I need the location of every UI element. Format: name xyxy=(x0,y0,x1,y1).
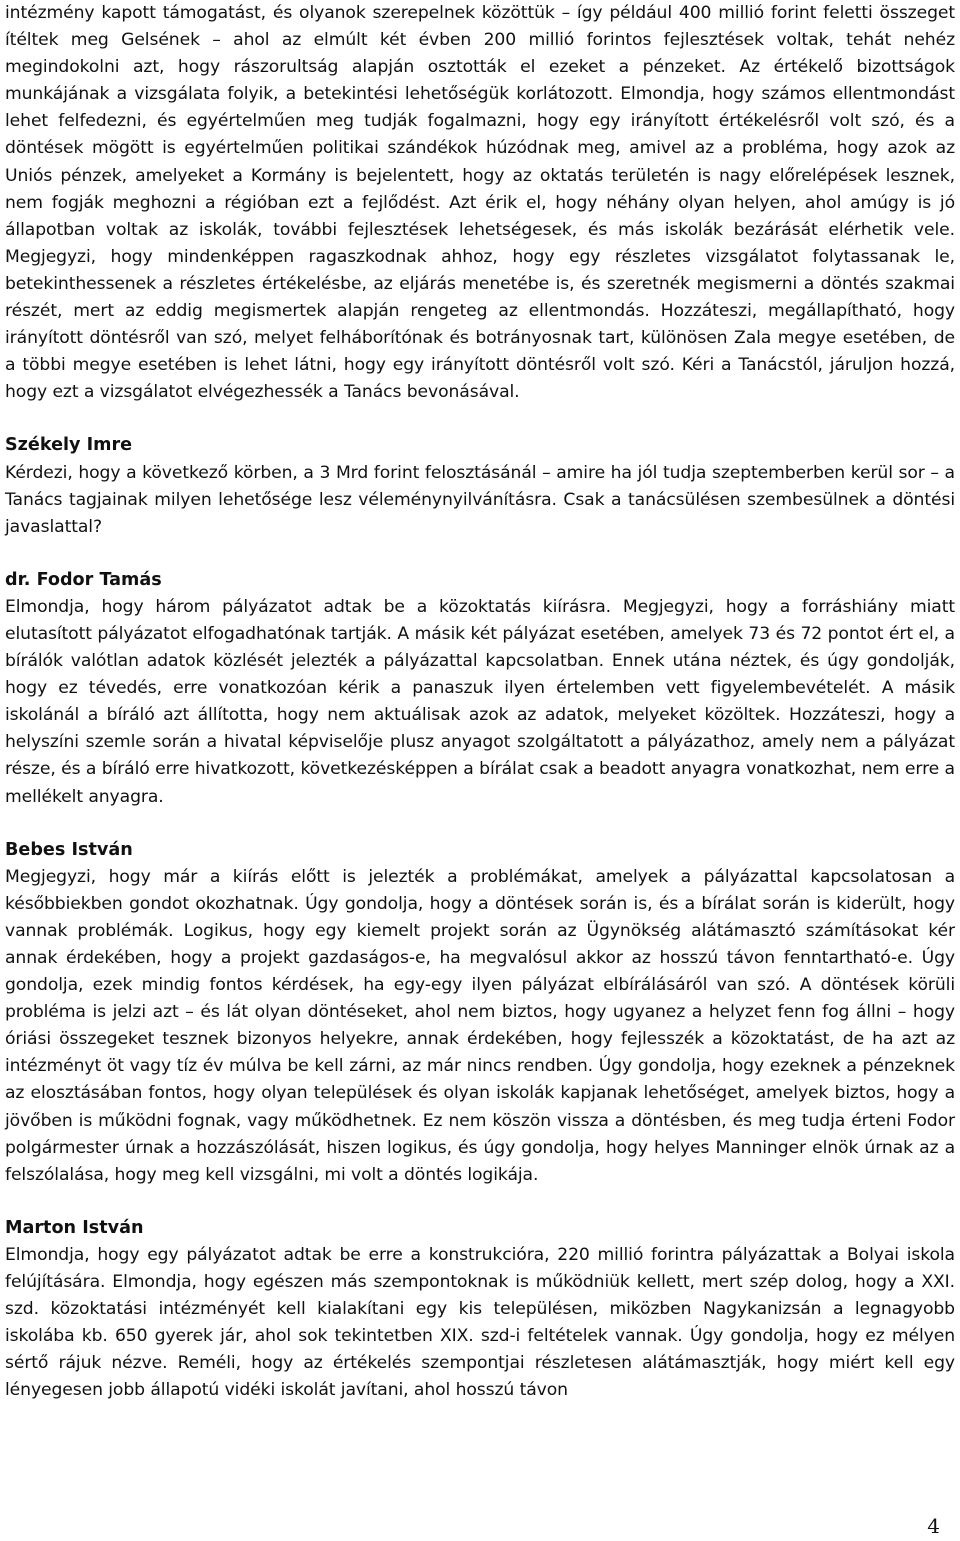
intro-paragraph: intézmény kapott támogatást, és olyanok szerepelnek közöttük – így például 400 millió forint feletti összeget ítéltek meg Gelsének – ahol az elmúlt két évben 200 millió forintos fejlesztések voltak, tehát nehéz megindokolni azt, hogy rászorultság alapján osztották el ezeket a pénzeket. Az értékelő bizottságok munkájának a vizsgálata folyik, a betekintési lehetőségük korlátozott. Elmondja, hogy számos ellentmondást lehet felfedezni, és egyértelműen meg tudják fogalmazni, hogy egy irányított értékelésről volt szó, és a döntések mögött is egyértelműen politikai szándékok húzódnak meg, amivel az a probléma, hogy azok az Uniós pénzek, amelyeket a Kormány is bejelentett, hogy az oktatás területén is nagy előrelépések lesznek, nem fogják meghozni a régióban ezt a fejlődést. Azt érik el, hogy néhány olyan helyen, ahol amúgy is jó állapotban voltak az iskolák, további fejlesztések lehetségesek, és más iskolák bezárását elérhetik vele. Megjegyzi, hogy mindenképpen ragaszkodnak ahhoz, hogy egy részletes vizsgálatot folytassanak le, betekinthessenek a részletes értékelésbe, az eljárás menetébe is, és szeretnék megismerni a döntés szakmai részét, mert az eddig megismertek alapján rengeteg az ellentmondás. Hozzáteszi, megállapítható, hogy irányított döntésről van szó, melyet felháborítónak és botrányosnak tart, különösen Zala megye esetében, de a többi megye esetében is lehet látni, hogy egy irányított döntésről volt szó. Kéri a Tanácstól, járuljon hozzá, hogy ezt a vizsgálatot elvégezhessék a Tanács bevonásával. xyxy=(5,3,955,403)
speaker-text: Elmondja, hogy egy pályázatot adtak be erre a konstrukcióra, 220 millió forintra pályázattak a Bolyai iskola felújítására. Elmondja, hogy egészen más szempontoknak is működniük kellett, mert szép dolog, hogy a XXI. szd. közoktatási intézményét kell kialakítani egy kis településen, miközben Nagykanizsán a legnagyobb iskolába kb. 650 gyerek jár, ahol sok tekintetben XIX. szd-i feltételek vannak. Úgy gondolja, hogy ez mélyen sértő rájuk nézve. Reméli, hogy az értékelés szempontjai részletesen alátámasztják, hogy miért kell egy lényegesen jobb állapotú vidéki iskolát javítani, ahol hosszú távon xyxy=(5,1244,955,1401)
speaker-name: Székely Imre xyxy=(5,435,133,456)
section-marton-istvan xyxy=(5,1215,955,1405)
page-number: 4 xyxy=(927,1514,940,1538)
speaker-text: Kérdezi, hogy a következő körben, a 3 Mrd forint felosztásánál – amire ha jól tudja szeptemberben kerül sor – a Tanács tagjainak milyen lehetősége lesz véleménynyilvánításra. Csak a tanácsülésen szembesülnek a döntési javaslattal? xyxy=(5,462,955,537)
section-fodor-tamas xyxy=(5,567,955,811)
speaker-text: Megjegyzi, hogy már a kiírás előtt is jelezték a problémákat, amelyek a pályázattal kapcsolatosan a későbbiekben gondot okozhatnak. Úgy gondolja, hogy a döntések során is, és a bírálat során is kiderült, hogy vannak problémák. Logikus, hogy egy kiemelt projekt során az Ügynökség alátámasztó számításokat kér annak érdekében, hogy a projekt gazdaságos-e, ha megvalósul akkor az hosszú távon fenntartható-e. Úgy gondolja, ezek mindig fontos kérdések, ha egy-egy ilyen pályázat elbírálásáról van szó. A döntések körüli probléma is jelzi azt – és lát olyan döntéseket, ahol nem biztos, hogy ugyanez a helyzet fenn fog állni – hogy óriási összegeket tesznek bizonyos helyekre, annak érdekében, hogy fejlesszék a közoktatást, de ha azt az intézményt öt vagy tíz év múlva be kell zárni, az már nincs rendben. Úgy gondolja, hogy ezeknek a pénzeknek az elosztásában fontos, hogy olyan települések és olyan iskolák kapjanak lehetőséget, amelyek biztos, hogy a jövőben is működni fognak, vagy működhetnek. Ez nem köszön vissza a döntésben, és meg tudja érteni Fodor polgármester úrnak a hozzászólását, hiszen logikus, és úgy gondolja, hogy helyes Manninger elnök úrnak az a felszólalása, hogy meg kell vizsgálni, mi volt a döntés logikája. xyxy=(5,866,955,1185)
speaker-text: Elmondja, hogy három pályázatot adtak be a közoktatás kiírásra. Megjegyzi, hogy a forráshiány miatt elutasított pályázatot elfogadhatónak tartják. A másik két pályázat esetében, amelyek 73 és 72 pontot ért el, a bírálók valótlan adatok közlését jelezték a pályázattal kapcsolatban. Ennek utána néztek, és úgy gondolják, hogy ez tévedés, erre vonatkozóan kérik a panaszuk ilyen értelemben vett figyelembevételét. A másik iskolánál a bíráló azt állította, hogy nem aktuálisak azok az adatok, melyeket közöltek. Hozzáteszi, hogy a helyszíni szemle során a hivatal képviselője plusz anyagot szolgáltatott a pályázathoz, amely nem a pályázat része, és a bíráló erre hivatkozott, következésképpen a bírálat csak a beadott anyagra vonatkozhat, nem erre a mellékelt anyagra. xyxy=(5,596,955,807)
document-page xyxy=(5,0,955,1405)
speaker-name: Bebes István xyxy=(5,839,133,860)
speaker-name: dr. Fodor Tamás xyxy=(5,569,162,590)
section-bebes-istvan xyxy=(5,837,955,1189)
speaker-name: Marton István xyxy=(5,1217,144,1238)
section-szekely-imre xyxy=(5,432,955,540)
